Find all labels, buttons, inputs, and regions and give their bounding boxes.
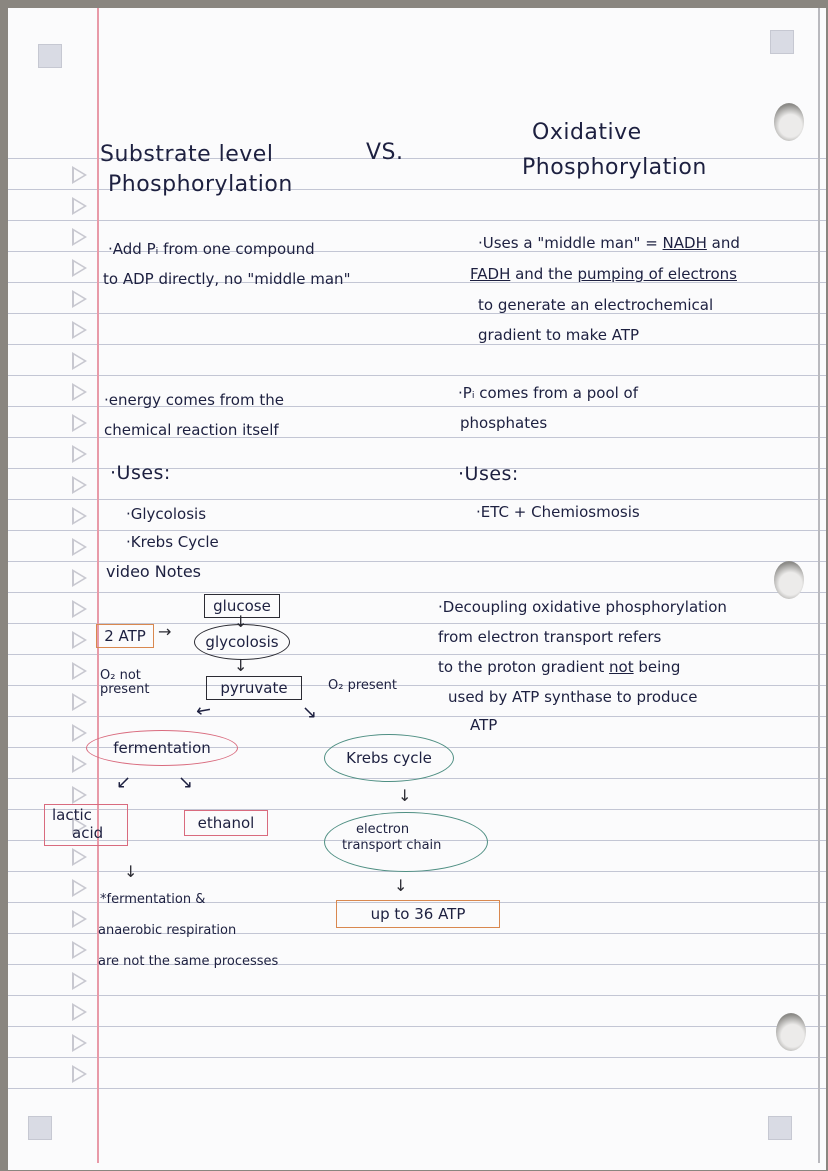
note-line2: anaerobic respiration: [98, 923, 237, 938]
text: to the proton gradient: [438, 658, 610, 676]
left-title-line2: Phosphorylation: [108, 172, 293, 197]
left-use-glycolysis: ·Glycolosis: [126, 505, 207, 523]
glycolysis-oval: glycolosis: [194, 624, 290, 660]
margin-triangle-icon: [72, 476, 87, 494]
margin-triangle-icon: [72, 972, 87, 990]
margin-triangle-icon: [72, 941, 87, 959]
corner-marker-icon: [768, 1116, 792, 1140]
corner-marker-icon: [770, 30, 794, 54]
margin-triangle-icon: [72, 910, 87, 928]
right-point2-line1: ·Pᵢ comes from a pool of: [458, 384, 639, 402]
right-title-line1: Oxidative: [532, 120, 642, 145]
fadh-term: FADH: [470, 265, 511, 283]
margin-triangle-icon: [72, 1003, 87, 1021]
left-point2-line1: ·energy comes from the: [104, 391, 284, 409]
right-point1-line4: gradient to make ATP: [478, 326, 640, 344]
left-uses-label: ·Uses:: [110, 462, 171, 484]
margin-triangle-icon: [72, 631, 87, 649]
left-point1-line2: to ADP directly, no "middle man": [103, 270, 351, 288]
right-point2-line2: phosphates: [460, 414, 548, 432]
glucose-box: glucose: [204, 594, 280, 618]
margin-triangle-icon: [72, 414, 87, 432]
margin-triangle-icon: [72, 600, 87, 618]
binder-hole: [776, 1013, 806, 1051]
arrow-down-icon: ↓: [394, 876, 408, 895]
arrow-down-left-icon: ↙: [116, 772, 132, 793]
o2-not-present-line1: O₂ not: [100, 668, 141, 683]
text: and: [706, 234, 740, 252]
nadh-term: NADH: [662, 234, 707, 252]
page-top-margin: [8, 8, 826, 148]
right-use-etc: ·ETC + Chemiosmosis: [476, 503, 640, 521]
left-point1-line1: ·Add Pᵢ from one compound: [108, 240, 315, 258]
note-line1: *fermentation &: [100, 892, 206, 907]
margin-triangle-icon: [72, 383, 87, 401]
notebook-page: [8, 8, 826, 1163]
corner-marker-icon: [28, 1116, 52, 1140]
margin-triangle-icon: [72, 538, 87, 556]
right-point1-line3: to generate an electrochemical: [478, 296, 714, 314]
right-title-line2: Phosphorylation: [522, 155, 707, 180]
arrow-down-left-icon: ↙: [191, 697, 216, 724]
margin-triangle-icon: [72, 693, 87, 711]
corner-marker-icon: [38, 44, 62, 68]
pumping-term: pumping of electrons: [577, 265, 737, 283]
arrow-down-right-icon: ↘: [302, 702, 318, 723]
margin-triangle-icon: [72, 1034, 87, 1052]
atp-output-box: up to 36 ATP: [336, 900, 500, 928]
etc-line1: electron: [356, 822, 410, 837]
arrow-down-icon: ↓: [124, 862, 138, 881]
arrow-down-icon: ↓: [234, 612, 248, 631]
binder-hole: [774, 103, 804, 141]
margin-triangle-icon: [72, 228, 87, 246]
text: and the: [510, 265, 578, 283]
arrow-down-icon: ↓: [234, 656, 248, 675]
atp-input-box: 2 ATP: [96, 624, 154, 648]
lactic-acid-line1: lactic: [52, 806, 92, 824]
decoupling-line3: [438, 658, 680, 676]
binder-hole: [774, 561, 804, 599]
margin-triangle-icon: [72, 1065, 87, 1083]
o2-not-present-line2: present: [100, 682, 150, 697]
text: ·Uses a "middle man" =: [478, 234, 663, 252]
left-title-line1: Substrate level: [100, 142, 274, 167]
left-use-krebs: ·Krebs Cycle: [126, 533, 219, 551]
margin-triangle-icon: [72, 569, 87, 587]
arrow-down-icon: ↓: [398, 786, 412, 805]
page-edge: [818, 8, 820, 1163]
margin-triangle-icon: [72, 662, 87, 680]
decoupling-line4: used by ATP synthase to produce: [448, 688, 698, 706]
margin-triangle-icon: [72, 321, 87, 339]
red-margin-line: [97, 8, 99, 1163]
pyruvate-box: pyruvate: [206, 676, 302, 700]
note-line3: are not the same processes: [98, 954, 279, 969]
krebs-cycle-oval: Krebs cycle: [324, 734, 454, 782]
margin-triangle-icon: [72, 259, 87, 277]
page-bottom-margin: [8, 1090, 826, 1170]
margin-triangle-icon: [72, 724, 87, 742]
vs-label: VS.: [366, 140, 404, 165]
decoupling-line1: ·Decoupling oxidative phosphorylation: [438, 598, 727, 616]
margin-triangle-icon: [72, 879, 87, 897]
arrow-down-right-icon: ↘: [178, 772, 194, 793]
decoupling-line2: from electron transport refers: [438, 628, 662, 646]
ethanol-box: ethanol: [184, 810, 268, 836]
right-point1-line2: [470, 265, 737, 283]
margin-triangle-icon: [72, 755, 87, 773]
margin-triangle-icon: [72, 507, 87, 525]
margin-triangle-icon: [72, 848, 87, 866]
right-uses-label: ·Uses:: [458, 463, 519, 485]
margin-triangle-icon: [72, 352, 87, 370]
margin-triangle-icon: [72, 786, 87, 804]
margin-triangle-icon: [72, 445, 87, 463]
decoupling-line5: ATP: [470, 716, 498, 734]
fermentation-oval: fermentation: [86, 730, 238, 766]
margin-triangle-icon: [72, 166, 87, 184]
left-point2-line2: chemical reaction itself: [104, 421, 279, 439]
margin-triangle-icon: [72, 290, 87, 308]
lactic-acid-line2: acid: [72, 824, 104, 842]
text: being: [633, 658, 681, 676]
arrow-right-icon: →: [158, 622, 172, 641]
not-emphasis: not: [609, 658, 634, 676]
right-point1-line1: [478, 234, 740, 252]
video-notes-heading: video Notes: [106, 562, 201, 581]
etc-line2: transport chain: [342, 838, 442, 853]
margin-triangle-icon: [72, 197, 87, 215]
o2-present-label: O₂ present: [328, 678, 397, 693]
